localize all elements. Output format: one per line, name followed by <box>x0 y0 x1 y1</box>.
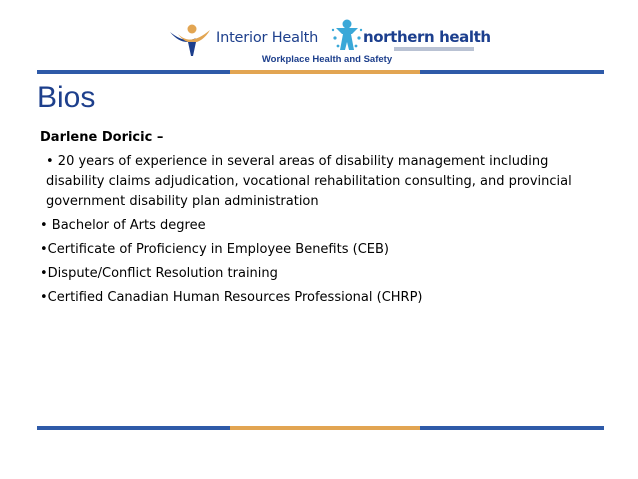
footer-rule <box>37 426 604 430</box>
slide-title: Bios <box>37 81 96 114</box>
northern-health-logo <box>330 16 491 56</box>
bio-content <box>40 128 610 308</box>
northern-health-wordmark: northern health <box>363 28 491 46</box>
header-rule <box>37 70 604 74</box>
interior-health-swoosh-icon <box>166 20 214 58</box>
bio-bullet-experience: • 20 years of experience in several areas of disability management including disability claims adjudication, vocational rehabilitation consulting, and provincial government disability plan administration <box>46 154 572 209</box>
bio-bullet-degree: • Bachelor of Arts degree <box>40 218 206 233</box>
northern-health-figure-icon <box>330 16 364 56</box>
interior-health-logo <box>166 20 326 58</box>
interior-health-wordmark: Interior Health <box>216 30 319 46</box>
bio-bullet-chrp: •Certified Canadian Human Resources Professional (CHRP) <box>40 290 423 305</box>
bio-bullet-ceb: •Certificate of Proficiency in Employee Benefits (CEB) <box>40 242 389 257</box>
bio-bullet-conflict: •Dispute/Conflict Resolution training <box>40 266 278 281</box>
header-subtitle: Workplace Health and Safety <box>261 54 393 65</box>
person-name: Darlene Doricic – <box>40 130 164 145</box>
northern-health-tagline-graphic <box>394 45 474 53</box>
